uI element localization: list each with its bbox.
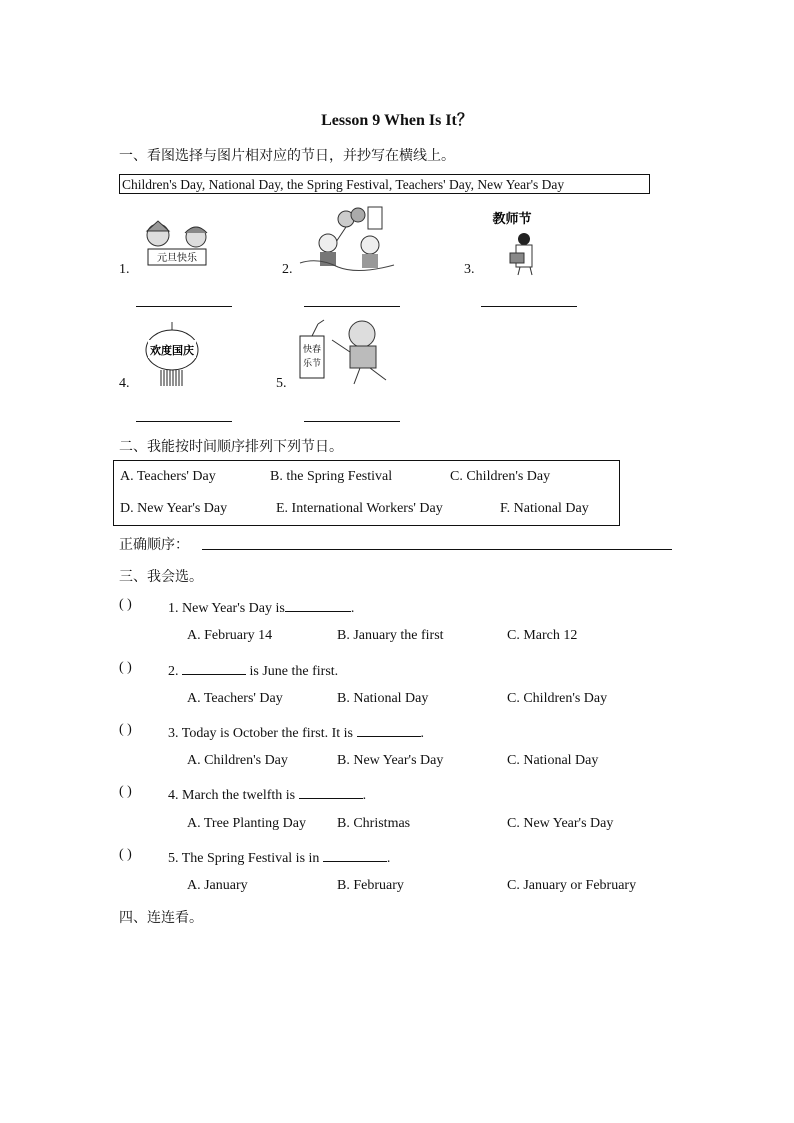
q5-option-c[interactable]: C. January or February: [507, 878, 637, 893]
q2-option-a[interactable]: A. Teachers' Day: [187, 691, 283, 706]
national-day-sign-text: 欢度国庆: [150, 344, 194, 357]
q1-option-b[interactable]: B. January the first: [337, 628, 444, 643]
question-3-blank: [357, 722, 421, 737]
order-option-c: C. Children's Day: [450, 469, 551, 484]
section2-heading: 二、我能按时间顺序排列下列节日。: [119, 439, 343, 455]
answer-parenthesis-5[interactable]: ( ): [119, 847, 132, 862]
svg-text:快春: 快春: [302, 345, 322, 355]
order-answer-line[interactable]: [202, 549, 672, 550]
question-3: 3. Today is October the first. It is .: [168, 722, 424, 742]
new-year-picture: [138, 215, 218, 273]
teachers-day-sign-text: 教师节: [492, 212, 532, 227]
answer-parenthesis-2[interactable]: ( ): [119, 660, 132, 675]
question-5-blank: [323, 847, 387, 862]
answer-parenthesis-4[interactable]: ( ): [119, 784, 132, 799]
q5-option-b[interactable]: B. February: [337, 878, 404, 893]
q3-option-a[interactable]: A. Children's Day: [187, 753, 288, 768]
question-5: 5. The Spring Festival is in .: [168, 847, 390, 867]
answer-line-3[interactable]: [481, 306, 577, 307]
question-2-blank: [182, 660, 246, 675]
q4-option-b[interactable]: B. Christmas: [337, 816, 411, 831]
question-4: 4. March the twelfth is .: [168, 784, 366, 804]
question-1-text: 1. New Year's Day is: [168, 601, 285, 616]
q4-option-a[interactable]: A. Tree Planting Day: [187, 816, 306, 831]
answer-line-4[interactable]: [136, 421, 232, 422]
answer-line-1[interactable]: [136, 306, 232, 307]
q1-option-a[interactable]: A. February 14: [187, 628, 273, 643]
order-option-e: E. International Workers' Day: [276, 501, 443, 516]
national-day-lantern-picture: [142, 322, 202, 388]
q2-option-c[interactable]: C. Children's Day: [507, 691, 608, 706]
item-number-1: 1.: [119, 262, 130, 277]
question-1: 1. New Year's Day is .: [168, 597, 354, 617]
svg-text:乐节: 乐节: [302, 359, 322, 369]
section4-heading: 四、连连看。: [119, 910, 203, 926]
q3-option-b[interactable]: B. New Year's Day: [337, 753, 444, 768]
item-number-2: 2.: [282, 262, 293, 277]
teachers-day-picture: [484, 207, 544, 277]
item-number-4: 4.: [119, 376, 130, 391]
question-2: 2. is June the first.: [168, 660, 338, 680]
page-title: Lesson 9 When Is It？: [321, 112, 473, 129]
new-year-sign-text: 元旦快乐: [157, 253, 197, 264]
question-4-blank: [299, 784, 363, 799]
q3-option-c[interactable]: C. National Day: [507, 753, 599, 768]
section1-heading: 一、看图选择与图片相对应的节日，并抄写在横线上。: [119, 148, 455, 164]
order-option-a: A. Teachers' Day: [120, 469, 216, 484]
order-option-b: B. the Spring Festival: [270, 469, 393, 484]
spring-festival-picture: [296, 318, 400, 388]
question-1-blank: [285, 597, 351, 612]
answer-line-2[interactable]: [304, 306, 400, 307]
q2-option-b[interactable]: B. National Day: [337, 691, 429, 706]
childrens-day-picture: [298, 205, 398, 275]
item-number-3: 3.: [464, 262, 475, 277]
q4-option-c[interactable]: C. New Year's Day: [507, 816, 614, 831]
section3-heading: 三、我会选。: [119, 569, 203, 585]
word-bank: Children's Day, National Day, the Spring Festival, Teachers' Day, New Year's Day: [119, 174, 650, 194]
item-number-5: 5.: [276, 376, 287, 391]
q1-option-c[interactable]: C. March 12: [507, 628, 578, 643]
order-option-d: D. New Year's Day: [120, 501, 228, 516]
answer-line-5[interactable]: [304, 421, 400, 422]
order-option-f: F. National Day: [500, 501, 589, 516]
answer-parenthesis-3[interactable]: ( ): [119, 722, 132, 737]
answer-parenthesis-1[interactable]: ( ): [119, 597, 132, 612]
q5-option-a[interactable]: A. January: [187, 878, 248, 893]
order-answer-label: 正确顺序：: [119, 537, 189, 553]
